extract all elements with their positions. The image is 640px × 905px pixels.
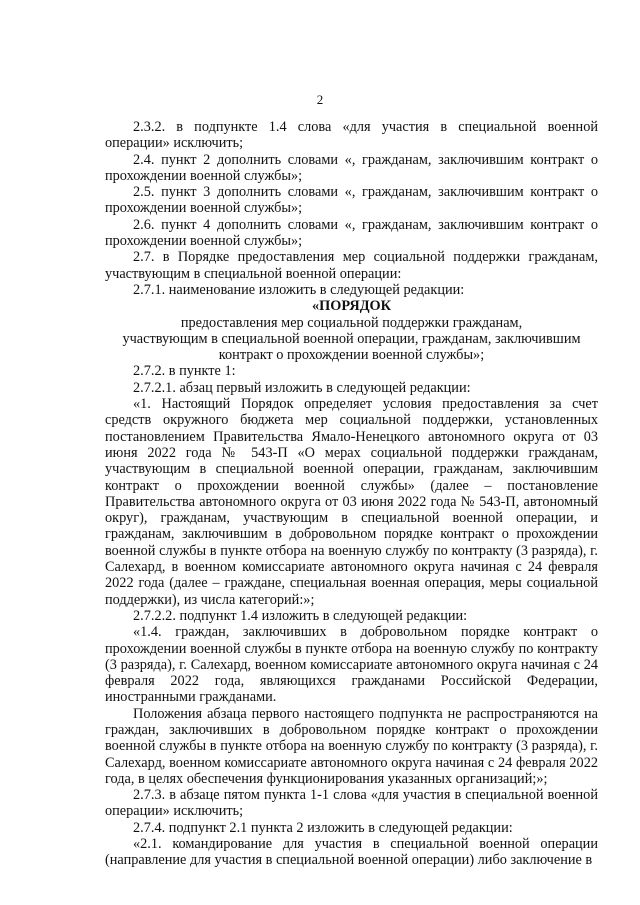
paragraph-2-4: 2.4. пункт 2 дополнить словами «, гражданам, заключившим контракт о прохождении военной службы»; (105, 151, 598, 184)
paragraph-2-7-2-1: 2.7.2.1. абзац первый изложить в следующей редакции: (133, 379, 471, 396)
page-number: 2 (316, 92, 324, 107)
document-body (105, 119, 598, 869)
paragraph-2-7-1: 2.7.1. наименование изложить в следующей редакции: (133, 281, 465, 298)
quoted-subpoint-1-4-exception: Положения абзаца первого настоящего подпункта не распространяются на граждан, заключивших в добровольном порядке контракт о прохождении военной службы в пункте отбора на военную службу по контракту (3 разряда), г. Салехард, военном комиссариате автономного округа начиная с 24 февраля 2022 года, в целях обеспечения функционирования указанных организаций;»; (105, 705, 598, 787)
paragraph-2-7-3: 2.7.3. в абзаце пятом пункта 1-1 слова «для участия в специальной военной операции» исключить; (105, 787, 598, 820)
paragraph-2-7-4: 2.7.4. подпункт 2.1 пункта 2 изложить в следующей редакции: (133, 819, 513, 836)
paragraph-2-7-2-2: 2.7.2.2. подпункт 1.4 изложить в следующей редакции: (133, 607, 468, 624)
quoted-point-1: «1. Настоящий Порядок определяет условия предоставления за счет средств окружного бюджета мер социальной поддержки, установленных постановлением Правительства Ямало-Ненецкого автономного округа от 03 июня 2022 года № 543-П «О мерах социальной поддержки гражданам, участвующим в специальной военной операции, гражданам, заключившим контракт о прохождении военной службы» (далее – постановление Правительства автономного округа от 03 июня 2022 года № 543-П, автономный округ), гражданам, участвующим в специальной военной операции, и гражданам, заключившим в добровольном порядке контракт о прохождении военной службы в пункте отбора на военную службу по контракту (3 разряда), г. Салехард, в военном комиссариате автономного округа начиная с 24 февраля 2022 года (далее – граждане, специальная военная операция, меры социальной поддержки), из числа категорий:»; (105, 396, 598, 608)
procedure-title-line-1: предоставления мер социальной поддержки гражданам, (180, 314, 523, 331)
quoted-subpoint-1-4: «1.4. граждан, заключивших в добровольном порядке контракт о прохождении военной службы в пункте отбора на военную службу по контракту (3 разряда), г. Салехард, военном комиссариате автономного округа начиная с 24 февраля 2022 года, являющихся гражданами Российской Федерации, иностранными гражданами. (105, 624, 598, 706)
paragraph-2-5: 2.5. пункт 3 дополнить словами «, гражданам, заключившим контракт о прохождении военной службы»; (105, 184, 598, 217)
procedure-title-line-2: участвующим в специальной военной операции, гражданам, заключившим (122, 330, 581, 347)
procedure-title-heading: «ПОРЯДОК (311, 298, 392, 315)
paragraph-2-3-2: 2.3.2. в подпункте 1.4 слова «для участия в специальной военной операции» исключить; (105, 119, 598, 152)
paragraph-2-6: 2.6. пункт 4 дополнить словами «, гражданам, заключившим контракт о прохождении военной службы»; (105, 216, 598, 250)
paragraph-2-7: 2.7. в Порядке предоставления мер социальной поддержки гражданам, участвующим в специальной военной операции: (105, 249, 598, 282)
paragraph-2-7-2: 2.7.2. в пункте 1: (133, 363, 236, 380)
procedure-title-line-3: контракт о прохождении военной службы»; (218, 347, 485, 364)
quoted-subpoint-2-1: «2.1. командирование для участия в специальной военной операции (направление для участия в специальной военной операции) либо заключение в (105, 836, 598, 869)
